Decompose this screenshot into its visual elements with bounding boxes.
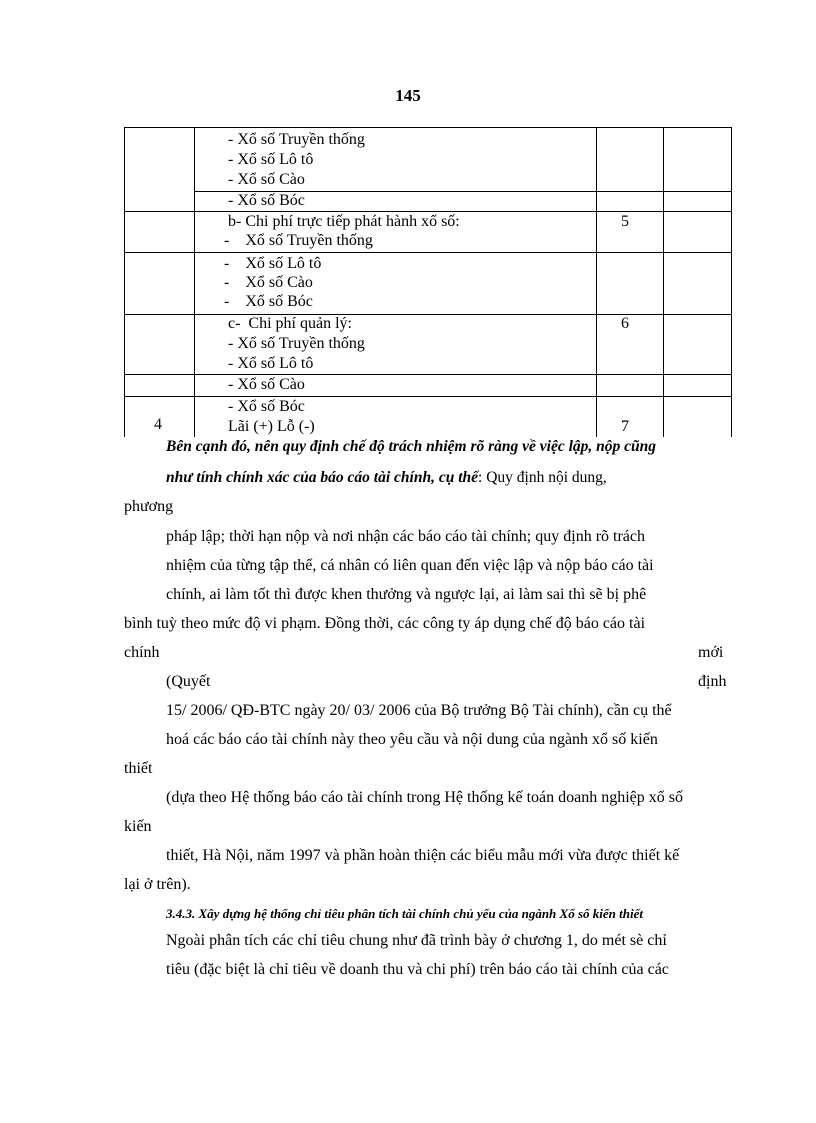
paragraph-line: thiết, Hà Nội, năm 1997 và phần hoàn thiện các biểu mẫu mới vừa được thiết kế [166,847,680,864]
paragraph-line: chính [124,644,160,661]
paragraph-line: (dựa theo Hệ thống báo cáo tài chính trong Hệ thống kế toán doanh nghiệp xổ số [166,789,683,806]
table-row-line [124,396,732,397]
table-cell: - Xổ số Bóc [228,192,305,209]
paragraph-line: lại ở trên). [124,876,191,893]
table-cell: - Xổ số Cào [224,274,313,291]
table-border-left [124,127,125,437]
table-cell: - Xổ số Truyền thống [228,131,365,148]
paragraph-line: thiết [124,760,153,777]
lead-line-2 [166,467,607,489]
table-cell: c- Chi phí quản lý: [228,315,352,332]
paragraph-line: hoá các báo cáo tài chính này theo yêu cầu và nội dung của ngành xổ số kiến [166,731,658,748]
table-cell: - Xổ số Lô tô [228,355,314,372]
page-number: 145 [395,86,421,105]
table-divider [194,127,195,437]
table-row-line [124,252,732,253]
paragraph-line: 15/ 2006/ QĐ-BTC ngày 20/ 03/ 2006 của Bộ trưởng Bộ Tài chính), cần cụ thể [166,702,672,719]
table-code: 5 [621,213,629,230]
paragraph-line: định [698,673,727,690]
table-border-top [124,127,732,128]
table-cell: b- Chi phí trực tiếp phát hành xổ số: [228,213,460,230]
lead-bold-line-1: Bên cạnh đó, nên quy định chế độ trách nhiệm rõ ràng về việc lập, nộp cũng [166,438,657,455]
table-row-line [124,374,732,375]
table-border-right [731,127,732,437]
paragraph-line: bình tuỳ theo mức độ vi phạm. Đồng thời, các công ty áp dụng chế độ báo cáo tài [124,615,646,632]
table-divider [596,127,597,437]
table-cell: - Xổ số Lô tô [224,255,322,272]
table-code: 6 [621,315,629,332]
table-cell: - Xổ số Lô tô [228,151,314,168]
table-cell: - Xổ số Truyền thống [228,335,365,352]
table-cell: - Xổ số Cào [228,171,305,188]
table-cell: - Xổ số Cào [228,376,305,393]
table-cell: - Xổ số Bóc [224,293,313,310]
table-stt: 4 [154,416,162,433]
paragraph-line: phương [124,498,174,515]
section-heading: 3.4.3. Xây dựng hệ thống chỉ tiêu phân tích tài chính chủ yếu của ngành Xổ số kiến thiết [166,906,643,921]
paragraph-line: pháp lập; thời hạn nộp và nơi nhận các báo cáo tài chính; quy định rõ trách [166,528,645,545]
table-divider [663,127,664,437]
lead-rest: : Quy định nội dung, [478,469,607,486]
paragraph-line: chính, ai làm tốt thì được khen thưởng và ngược lại, ai làm sai thì sẽ bị phê [166,586,647,603]
paragraph-line: tiêu (đặc biệt là chỉ tiêu về doanh thu và chi phí) trên báo cáo tài chính của các [166,961,669,978]
table-code: 7 [621,418,629,435]
table-row-line [124,314,732,315]
cost-table [124,127,732,437]
paragraph-line: Ngoài phân tích các chỉ tiêu chung như đã trình bày ở chương 1, do mét sè chỉ [166,932,667,949]
paragraph-line: kiến [124,818,152,835]
table-cell: Lãi (+) Lỗ (-) [228,418,315,435]
table-cell: - Xổ số Truyền thống [224,232,373,249]
paragraph-line: nhiệm của từng tập thể, cá nhân có liên quan đến việc lập và nộp báo cáo tài [166,557,654,574]
table-cell: - Xổ số Bóc [228,398,305,415]
lead-bold-part: như tính chính xác của báo cáo tài chính, cụ thể [166,469,479,486]
paragraph-line: (Quyết [166,673,211,690]
paragraph-line: mới [698,644,724,661]
